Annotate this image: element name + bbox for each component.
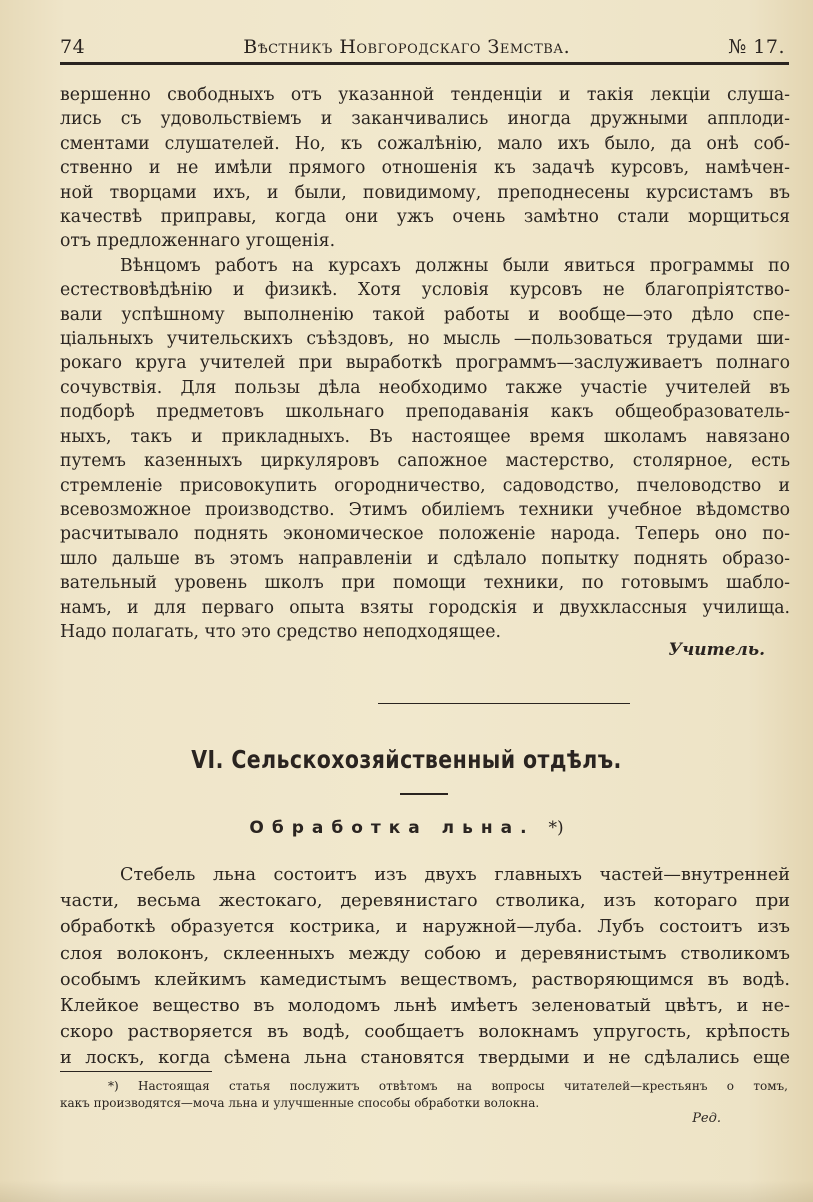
text-line: слоя волоконъ, склеенныхъ между собою и деревянистымъ стволикомъ — [60, 943, 790, 964]
text-line: естествовѣдѣнію и физикѣ. Хотя условія курсовъ не благопріятство- — [60, 280, 790, 301]
running-header — [60, 28, 785, 58]
page-number: 74 — [60, 36, 86, 58]
text-line: особымъ клейкимъ камедистымъ веществомъ, растворяющимся въ водѣ. — [60, 969, 790, 990]
article-title-text: Обработка льна. — [249, 818, 535, 838]
text-line: стремленіе присовокупить огородничество, садоводство, пчеловодство и — [60, 475, 790, 496]
text-line: ныхъ, такъ и прикладныхъ. Въ настоящее время школамъ навязано — [60, 426, 790, 447]
text-line: вершенно свободныхъ отъ указанной тенденціи и такія лекціи слуша- — [60, 85, 790, 105]
issue-number: № 17. — [728, 36, 785, 58]
text-line: сментами слушателей. Но, къ сожалѣнію, мало ихъ было, да онѣ соб- — [60, 133, 790, 154]
text-line: отъ предложеннаго угощенія. — [60, 231, 336, 252]
text-line: вали успѣшному выполненію такой работы и вообще—это дѣло спе- — [60, 304, 790, 325]
article-text — [60, 862, 790, 1072]
article-title — [0, 818, 813, 838]
text-line: расчитывало поднять экономическое положеніе народа. Теперь оно по- — [60, 524, 790, 545]
text-line: ціальныхъ учительскихъ съѣздовъ, но мысль —пользоваться трудами ши- — [60, 329, 790, 350]
footnote-line: какъ производятся—моча льна и улучшенные способы обработки волокна. — [60, 1096, 540, 1110]
paragraph-1 — [60, 83, 790, 254]
footnote-signature: Ред. — [692, 1111, 721, 1126]
text-line: рокаго круга учителей при выработкѣ программъ—заслуживаетъ полнаго — [60, 353, 790, 374]
paragraph-2 — [60, 254, 790, 645]
text-line: всевозможное производство. Этимъ обиліемъ техники учебное вѣдомство — [60, 499, 790, 520]
text-line: ной творцами ихъ, и были, повидимому, преподнесены курсистамъ въ — [60, 182, 790, 203]
header-rule — [60, 62, 789, 65]
text-line: путемъ казенныхъ циркуляровъ сапожное мастерство, столярное, есть — [60, 451, 790, 472]
text-line: лись съ удовольствіемъ и заканчивались иногда дружными апплоди- — [60, 109, 790, 130]
text-line: вательный уровень школъ при помощи техники, по готовымъ шабло- — [60, 573, 790, 594]
footnote — [60, 1078, 788, 1112]
text-line: сочувствія. Для пользы дѣла необходимо также участіе учителей въ — [60, 377, 790, 398]
text-line: подборѣ предметовъ школьнаго преподаванія какъ общеобразователь- — [60, 402, 790, 423]
author-signature: Учитель. — [668, 640, 765, 660]
footnote-marker: *) — [548, 818, 564, 838]
text-line: и лоскъ, когда сѣмена льна становятся твердыми и не сдѣлались еще — [60, 1048, 790, 1069]
journal-title: Вѣстникъ Новгородскаго Земства. — [243, 36, 571, 58]
text-line: скоро растворяется въ водѣ, сообщаетъ волокнамъ упругость, крѣпость — [60, 1022, 790, 1043]
text-line: намъ, и для перваго опыта взяты городскія и двухклассныя училища. — [60, 597, 790, 618]
text-line: Стебель льна состоитъ изъ двухъ главныхъ частей—внутренней — [120, 865, 790, 885]
section-title: VI. Сельскохозяйственный отдѣлъ. — [191, 745, 622, 774]
text-line: Вѣнцомъ работъ на курсахъ должны были явиться программы по — [120, 255, 790, 276]
text-line: части, весьма жестокаго, деревянистаго стволика, изъ котораго при — [60, 891, 790, 912]
text-line: качествѣ приправы, когда они ужъ очень замѣтно стали морщиться — [60, 207, 790, 228]
text-line: обработкѣ образуется кострика, и наружной—луба. Лубъ состоитъ изъ — [60, 917, 790, 938]
text-line: Надо полагать, что это средство неподходящее. — [60, 621, 501, 642]
section-divider — [378, 703, 630, 704]
title-divider — [400, 793, 448, 795]
text-line: шло дальше въ этомъ направленіи и сдѣлало попытку поднять образо- — [60, 548, 790, 569]
text-line: ственно и не имѣли прямого отношенія къ задачѣ курсовъ, намѣчен- — [60, 158, 790, 179]
continued-text — [60, 83, 790, 644]
page-edge-shadow — [0, 1180, 813, 1202]
text-line: Клейкое вещество въ молодомъ льнѣ имѣетъ зеленоватый цвѣтъ, и не- — [60, 996, 790, 1017]
footnote-rule — [60, 1071, 212, 1072]
footnote-line: *) Настоящая статья послужитъ отвѣтомъ на вопросы читателей—крестьянъ о томъ, — [108, 1079, 788, 1093]
